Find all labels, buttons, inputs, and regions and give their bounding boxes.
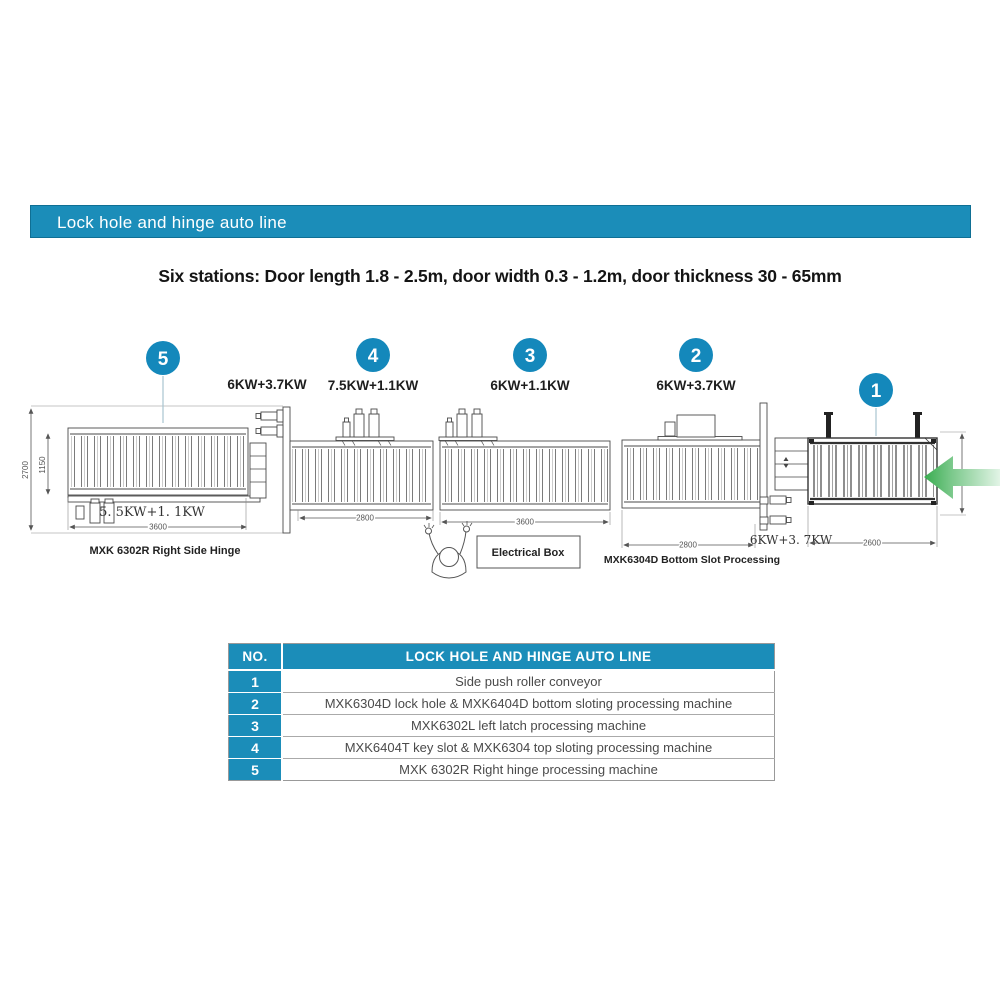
station3-badge <box>513 338 547 372</box>
power-label-station3: 6KW+1.1KW <box>490 378 570 393</box>
station4-machine-drawing <box>290 409 433 521</box>
station5-caption: MXK 6302R Right Side Hinge <box>89 545 241 557</box>
svg-text:2: 2 <box>690 346 702 367</box>
station1-kw-label: 6KW+3. 7KW <box>749 533 833 547</box>
row-number: 1 <box>229 670 283 693</box>
svg-text:4: 4 <box>367 346 379 367</box>
dim-2800-st4: 2800 <box>356 513 374 523</box>
dim-3600-st5: 3600 <box>149 522 167 532</box>
row-description: MXK6302L left latch processing machine <box>282 715 775 737</box>
page-title: Lock hole and hinge auto line <box>57 213 287 232</box>
spec-subtitle: Six stations: Door length 1.8 - 2.5m, door width 0.3 - 1.2m, door thickness 30 - 65mm <box>158 266 842 286</box>
row-description: MXK 6302R Right hinge processing machine <box>282 759 775 781</box>
dim-1150: 1150 <box>38 456 47 474</box>
station-summary-table <box>228 643 775 781</box>
row-number: 3 <box>229 715 283 737</box>
dim-2800-st2: 2800 <box>679 540 697 550</box>
table-header-row <box>229 644 775 671</box>
station4-badge <box>356 338 390 372</box>
production-line-diagram <box>0 320 1000 610</box>
station2-caption: MXK6304D Bottom Slot Processing <box>603 554 781 566</box>
dim-2600-st1: 2600 <box>863 538 881 548</box>
svg-text:5: 5 <box>157 349 169 370</box>
station1-badge <box>859 373 893 407</box>
station2-machine-drawing <box>622 403 791 548</box>
row-number: 5 <box>229 759 283 781</box>
row-description: MXK6304D lock hole & MXK6404D bottom sloting processing machine <box>282 693 775 715</box>
operator-figure <box>424 521 472 578</box>
row-number: 2 <box>229 693 283 715</box>
electrical-box-label: Electrical Box <box>491 547 565 559</box>
table-header-no: NO. <box>229 644 283 671</box>
power-label-station2: 6KW+3.7KW <box>656 378 736 393</box>
table-row <box>229 715 775 737</box>
table-row <box>229 670 775 693</box>
table-row <box>229 693 775 715</box>
station5-kw-label: 5. 5KW+1. 1KW <box>99 505 205 520</box>
station2-badge <box>679 338 713 372</box>
table-row <box>229 737 775 759</box>
row-description: Side push roller conveyor <box>282 670 775 693</box>
station5-badge <box>146 341 180 375</box>
station3-machine-drawing <box>439 409 610 525</box>
row-description: MXK6404T key slot & MXK6304 top sloting processing machine <box>282 737 775 759</box>
table-row <box>229 759 775 781</box>
row-number: 4 <box>229 737 283 759</box>
table-header-title: LOCK HOLE AND HINGE AUTO LINE <box>282 644 775 671</box>
power-label-junction54: 6KW+3.7KW <box>227 377 307 392</box>
dim-2700: 2700 <box>21 461 30 479</box>
page-title-bar <box>30 205 971 238</box>
power-label-station4: 7.5KW+1.1KW <box>327 378 419 393</box>
svg-text:3: 3 <box>524 346 536 367</box>
svg-text:1: 1 <box>870 381 882 402</box>
dim-3600-st3: 3600 <box>516 517 534 527</box>
